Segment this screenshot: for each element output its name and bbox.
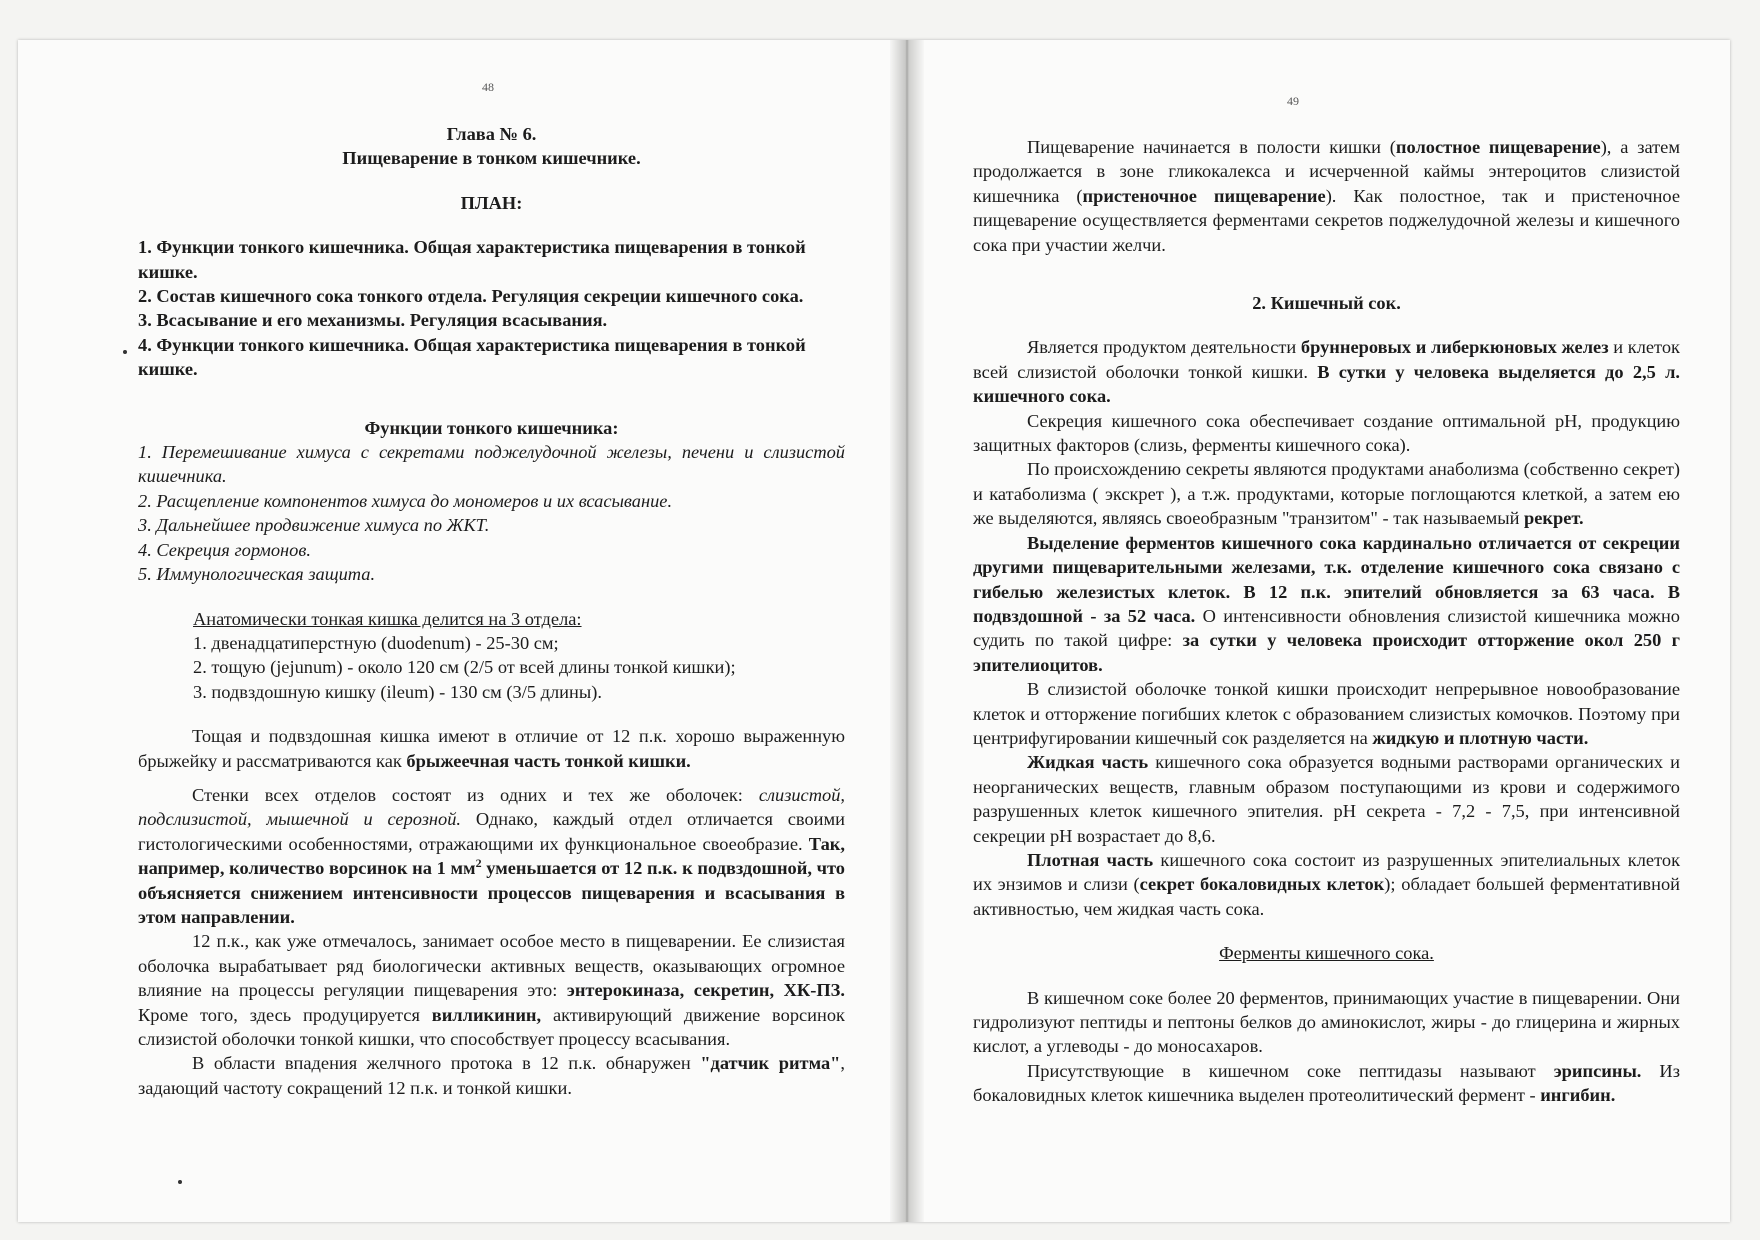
function-item: 4. Секреция гормонов.: [138, 539, 311, 560]
paragraph-origin: По происхождению секреты являются продуктами анаболизма (собственно секрет) и катаболизма ( экскрет ), а т.ж. продуктами, которые поглощаются клеткой, а затем ею же выделяются, являясь своеобразным "транзитом" - так называемый рекрет.: [973, 459, 1680, 529]
section-item: 3. подвздошную кишку (ileum) - 130 см (3/5 длины).: [193, 681, 602, 702]
sections-block: [138, 607, 845, 705]
plan-title: ПЛАН:: [460, 192, 523, 213]
plan-list: [138, 235, 845, 381]
functions-title: Функции тонкого кишечника:: [364, 417, 619, 438]
paragraph-liquid-part: Жидкая часть кишечного сока образуется водными растворами органических и неорганических веществ, главным образом поступающими из крови и содержимого разрушенных клеток кишечного эпителия. pH секрета - 7,2 - 7,5, при интенсивной секреции pH возрастает до 8,6.: [973, 752, 1681, 846]
paragraph-mesentery: Тощая и подвздошная кишка имеют в отличие от 12 п.к. хорошо выраженную брыжейку и рассматриваются как брыжеечная часть тонкой кишки.: [138, 726, 845, 771]
chapter-number: Глава № 6.: [446, 124, 537, 144]
function-item: 5. Иммунологическая защита.: [138, 564, 376, 585]
function-item: 2. Расщепление компонентов химуса до мономеров и их всасывание.: [138, 490, 673, 511]
section-item: 1. двенадцатиперстную (duodenum) - 25-30 см;: [193, 632, 559, 653]
paragraph-duodenum: 12 п.к., как уже отмечалось, занимает особое место в пищеварении. Ее слизистая оболочка вырабатывает ряд биологически активных веществ, оказывающих огромное влияние на процессы регуляции пищеварения это: энтерокиназа, секретин, ХК-ПЗ. Кроме того, здесь продуцируется вилликинин, активирующий движение ворсинок слизистой оболочки тонкой кишки, что способствует процессу всасывания.: [138, 931, 845, 1049]
paragraph-secretion: Секреция кишечного сока обеспечивает создание оптимальной pH, продукцию защитных факторов (слизь, ферменты кишечного сока).: [973, 410, 1680, 456]
page-number: 48: [482, 80, 494, 94]
page-number: 49: [1287, 94, 1299, 108]
paragraph-glands: Является продуктом деятельности бруннеровых и либеркюновых желез и клеток всей слизистой оболочки тонкой кишки. В сутки у человека выделяется до 2,5 л. кишечного сока.: [973, 337, 1680, 407]
function-item: 3. Дальнейшее продвижение химуса по ЖКТ.: [138, 515, 490, 536]
chapter-title: Пищеварение в тонком кишечнике.: [342, 148, 641, 169]
left-page-content: [138, 122, 845, 1100]
paragraph-walls: Стенки всех отделов состоят из одних и тех же оболочек: слизистой, подслизистой, мышечной и серозной. Однако, каждый отдел отличается своими гистологическими особенностями, отражающими их функциональное своеобразие. Так, например, количество ворсинок на 1 $мм^2$ уменьшается от 12 п.к. к подвздошной, что объясняется снижением интенсивности процессов пищеварения и всасывания в этом направлении.: [138, 784, 845, 927]
plan-item: 2. Состав кишечного сока тонкого отдела. Регуляция секреции кишечного сока.: [138, 286, 804, 307]
paragraph-dense-part: Плотная часть кишечного сока состоит из разрушенных эпителиальных клеток их энзимов и слизи (секрет бокаловидных клеток); обладает большей ферментативной активностью, чем жидкая часть сока.: [973, 849, 1680, 919]
paragraph-digestion: Пищеварение начинается в полости кишки (полостное пищеварение), а затем продолжается в зоне гликокалекса и исчерченной каймы энтероцитов слизистой кишечника (пристеночное пищеварение). Как полостное, так и пристеночное пищеварение осуществляется ферментами секретов поджелудочной железы и кишечного сока при участии желчи.: [973, 137, 1680, 255]
functions-list: [138, 440, 845, 586]
margin-mark: [178, 1180, 182, 1184]
paragraph-rhythm: В области впадения желчного протока в 12 п.к. обнаружен "датчик ритма", задающий частоту сокращений 12 п.к. и тонкой кишки.: [138, 1053, 845, 1098]
right-page-content: [973, 135, 1680, 1108]
function-item: 1. Перемешивание химуса с секретами поджелудочной железы, печени и слизистой кишечника.: [138, 442, 845, 487]
section-heading: Ферменты кишечного сока.: [1219, 943, 1434, 964]
left-page: [18, 40, 898, 1222]
margin-mark: [123, 350, 127, 354]
paragraph-mucosa: В слизистой оболочке тонкой кишки происходит непрерывное новообразование клеток и отторжение погибших клеток с образованием слизистых комочков. Поэтому при центрифугировании кишечный сок разделяется на жидкую и плотную части.: [973, 679, 1680, 748]
book-spread: [18, 40, 1730, 1222]
plan-item: 1. Функции тонкого кишечника. Общая характеристика пищеварения в тонкой кишке.: [138, 237, 806, 282]
sections-title: Анатомически тонкая кишка делится на 3 отдела:: [193, 608, 582, 629]
paragraph-enzymes: Выделение ферментов кишечного сока кардинально отличается от секреции другими пищеварительными железами, т.к. отделение кишечного сока связано с гибелью железистых клеток. В 12 п.к. эпителий обновляется за 63 часа. В подвздошной - за 52 часа. О интенсивности обновления слизистой кишечника можно судить по такой цифре: за сутки у человека происходит отторжение окол 250 г эпителиоцитов.: [973, 532, 1680, 675]
section-item: 2. тощую (jejunum) - около 120 см (2/5 от всей длины тонкой кишки);: [193, 657, 736, 678]
plan-item: 4. Функции тонкого кишечника. Общая характеристика пищеварения в тонкой кишке.: [138, 334, 806, 380]
paragraph-peptidases: Присутствующие в кишечном соке пептидазы называют эрипсины. Из бокаловидных клеток кишечника выделен протеолитический фермент - ингибин.: [973, 1060, 1680, 1106]
right-page: [916, 40, 1730, 1222]
paragraph-enzyme-count: В кишечном соке более 20 ферментов, принимающих участие в пищеварении. Они гидролизуют пептиды и пептоны белков до аминокислот, жиры - до глицерина и жирных кислот, а углеводы - до моносахаров.: [973, 987, 1680, 1057]
plan-item: 3. Всасывание и его механизмы. Регуляция всасывания.: [138, 310, 608, 331]
section-heading: 2. Кишечный сок.: [1252, 293, 1401, 314]
